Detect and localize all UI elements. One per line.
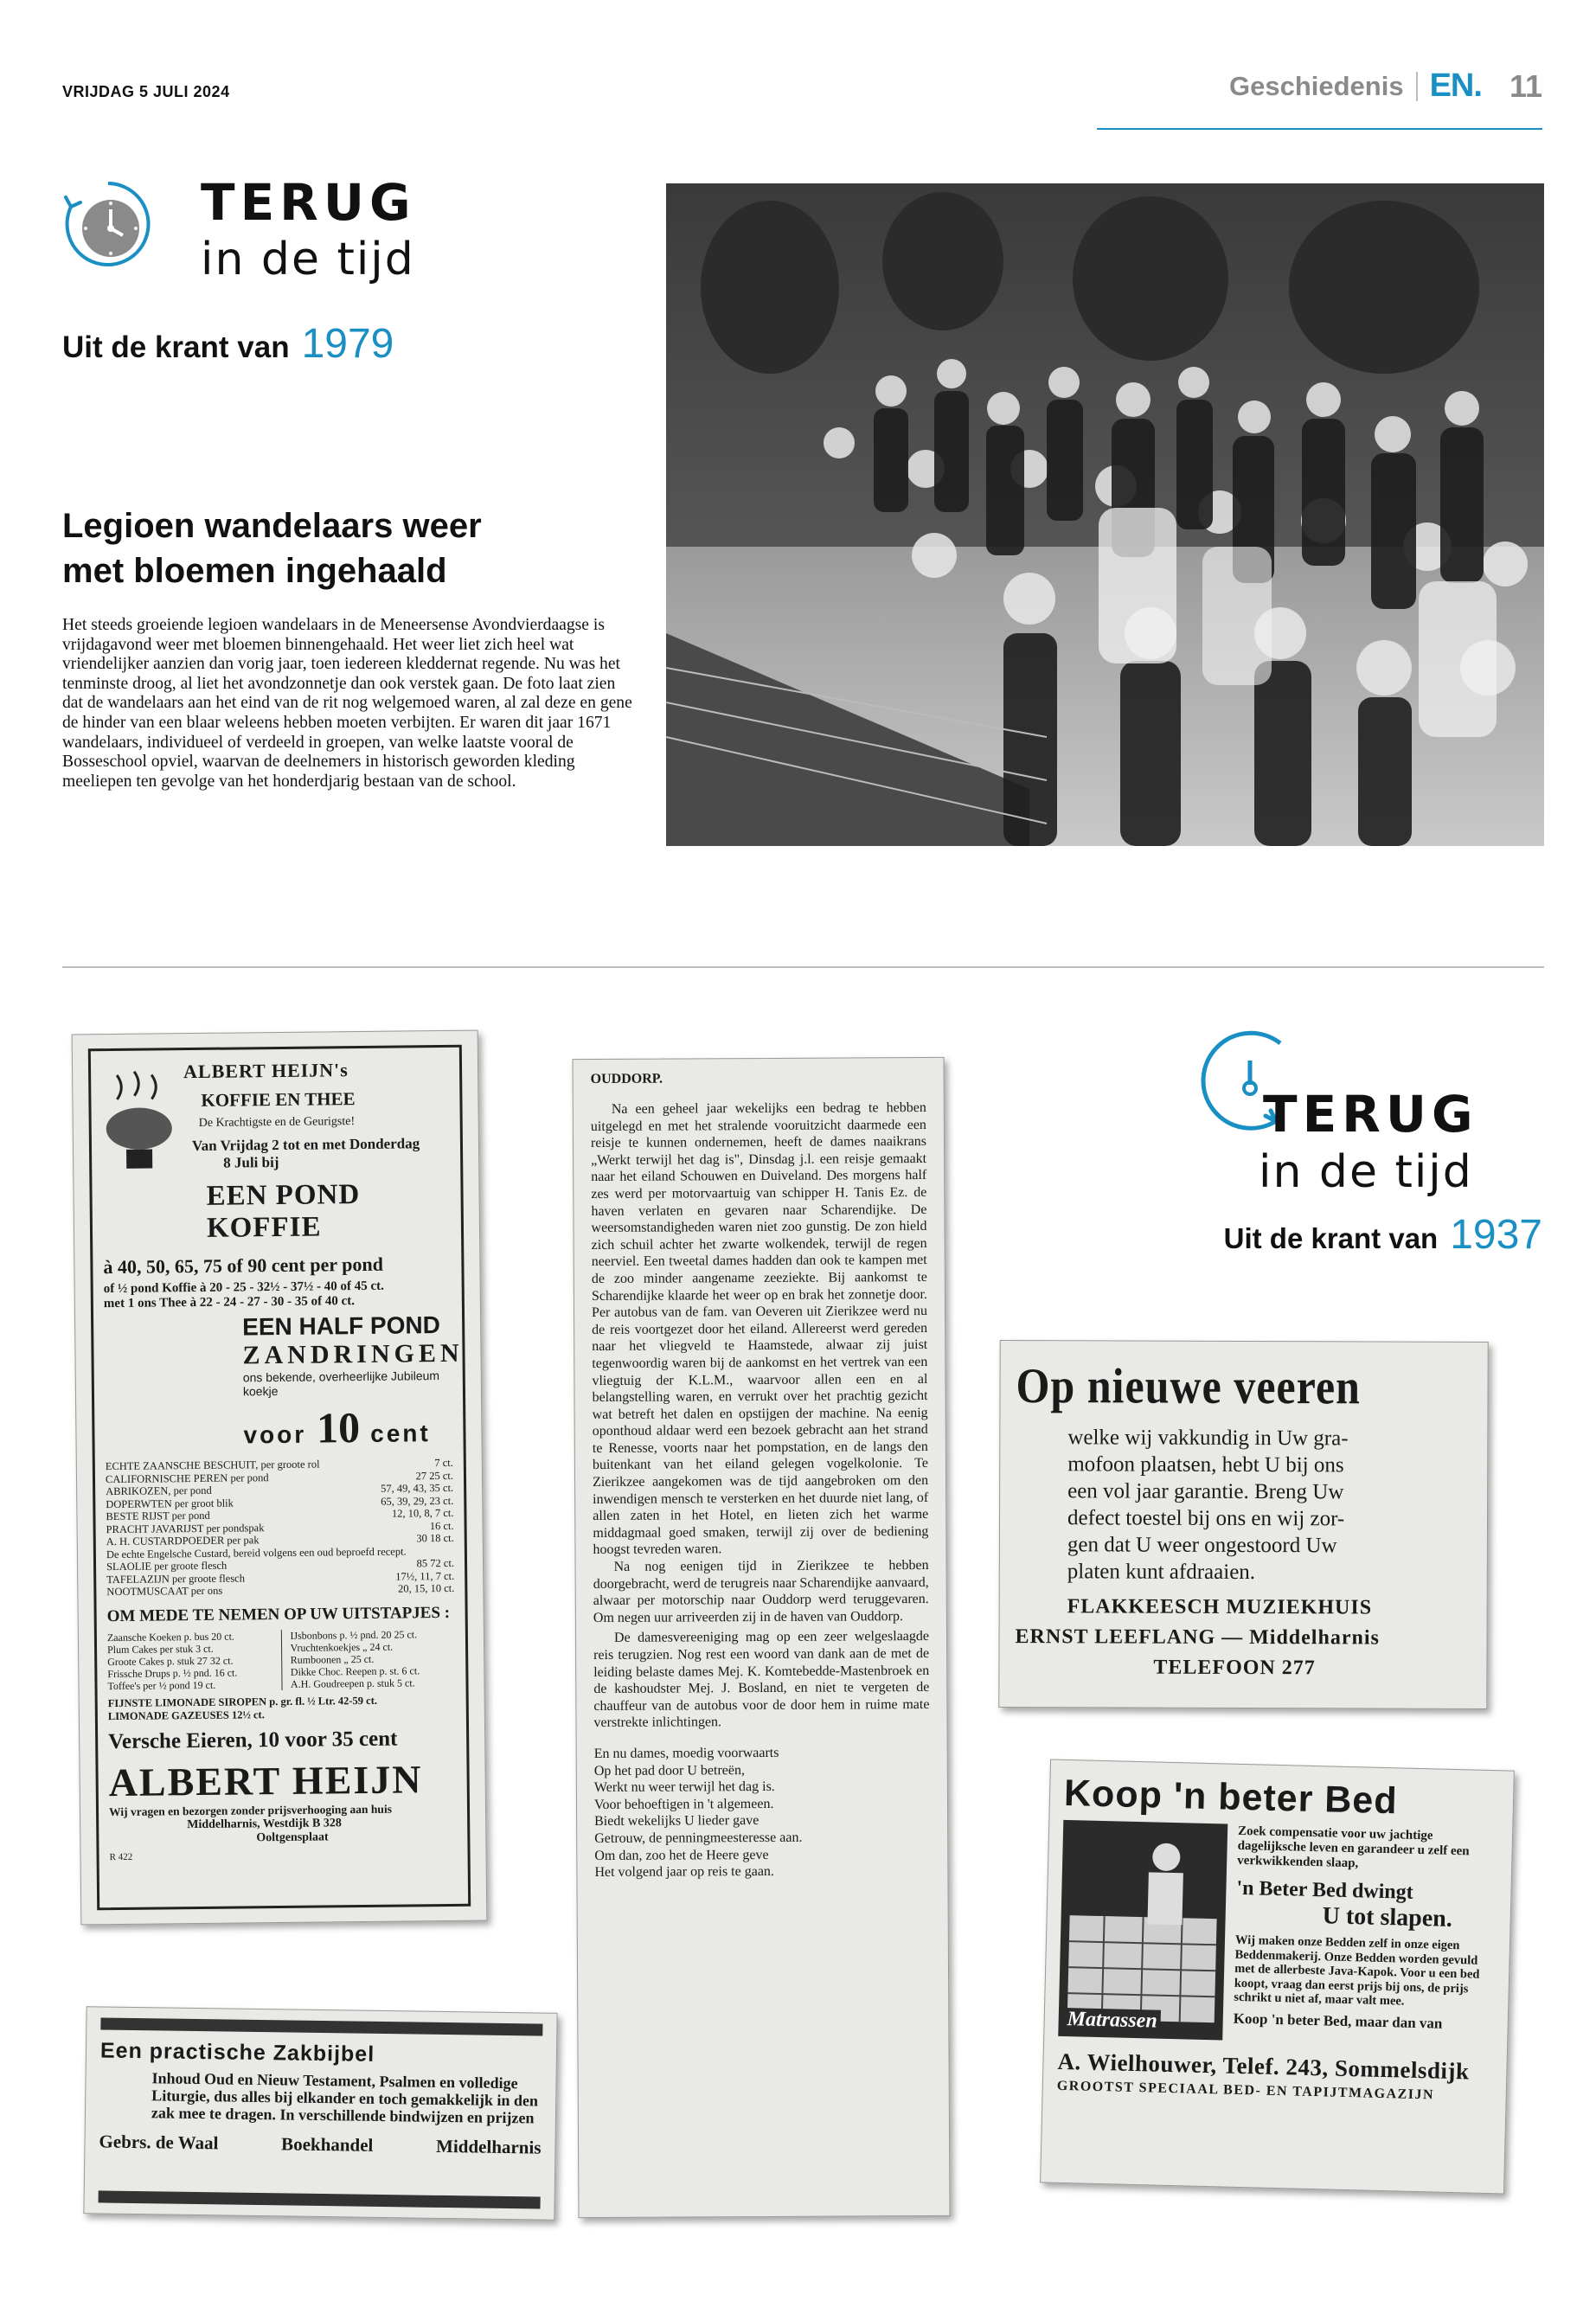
muziekhuis-title: Op nieuwe veeren xyxy=(1016,1357,1362,1415)
logo-title-1979: TERUG xyxy=(201,173,416,232)
article-headline xyxy=(62,503,599,593)
bed-slogan-2: U tot slapen. xyxy=(1322,1902,1453,1932)
muziekhuis-phone: TELEFOON 277 xyxy=(1153,1656,1316,1680)
bed-title: Koop 'n beter Bed xyxy=(1063,1772,1399,1823)
ah-price-value: 65, 39, 29, 23 ct. xyxy=(381,1494,454,1508)
ouddorp-paragraph-1: Na een geheel jaar wekelijks een bedrag te hebben uitgelegd en met het stralende vooruitzicht daarmede een reisje te kunnen ondernemen, heeft de dames naaikrans „Werkt terwijl het dag is", Dinsdag j.l. een reisje gemaakt naar het eiland Schouwen en Duiveland. Des morgens half zes werd per motorvaartuig van schipper H. Tanis Ez. de haven verlaten en gevaren naar Scharendijke. De weersomstandigheden waren niet zoo gunstig. De zon hield zich schuil achter het zwarte wolkendek, terwijl de regen neerviel. Een tweetal dames hadden dan ook te kampen met de zoo minder aangename zeeziekte. Bij aankomst te Scharendijke klaarde het weer op en brak het zonnetje door. Per autobus van de fam. van Oeveren uit Zierikzee werd nu de reis voortgezet door het eiland. Allereerst werd gereden naar het vliegveld te Haamstede, alwaar zij juist tegenwoordig waren bij de aankomst en het vertrek van een vliegtuig der K.L.M., waarvoor allen een en al belangstelling waren, en verrukt over het prachtig gezicht wat betreft het dalen en opstijgen der machine. Na eenig oponthoud aldaar werd een bezoek gebracht aan het strand te Renesse, voorts naar het pompstation, en de langs den buitenkant van het eiland gelegen vogelkolonie. Te Zierikzee aangekomen was de tijd aangebroken om den inwendigen mensch te versterken en het duurde niet lang, of allen zaten in het Hotel, en lieten zich het warme middagmaal goed smaken, terwijl zij over de bediening hoogst tevreden waren. xyxy=(590,1099,929,1558)
ouddorp-poem xyxy=(594,1744,931,1881)
bed-image xyxy=(1058,1820,1227,2041)
bed-foot: GROOTST SPECIAAL BED- EN TAPIJTMAGAZIJN xyxy=(1056,2078,1435,2103)
ah-trip-item: Frissche Drups p. ½ pnd. 16 ct. xyxy=(107,1666,238,1680)
ah-price-value: 17½, 11, 7 ct. xyxy=(395,1569,455,1583)
clock-icon xyxy=(61,176,156,272)
ah-voor: voor xyxy=(243,1420,307,1449)
ah-tea: met 1 ons Thee à 22 - 24 - 27 - 30 - 35 of 40 ct. xyxy=(103,1294,356,1311)
ah-period-2: 8 Juli bij xyxy=(223,1153,279,1171)
page-number: 11 xyxy=(1509,67,1542,104)
ah-ten: 10 xyxy=(316,1403,361,1452)
poem-line: En nu dames, moedig voorwaarts xyxy=(593,1745,779,1761)
ah-trip-item: Vruchtenkoekjes „ 24 ct. xyxy=(290,1640,394,1654)
ah-offer-zandringen: ZANDRINGEN xyxy=(242,1338,464,1370)
ah-trips-divider xyxy=(280,1629,282,1689)
ah-price-item: ECHTE ZAANSCHE BESCHUIT, per groote rol xyxy=(105,1458,320,1473)
ah-foot-1: Wij vragen en bezorgen zonder prijsverhooging aan huis xyxy=(108,1802,392,1818)
ah-limonade-2: LIMONADE GAZEUSES 12½ ct. xyxy=(107,1708,265,1722)
ah-trips-right xyxy=(290,1627,455,1689)
ouddorp-paragraph-2: Na nog eenigen tijd in Zierikzee te hebben doorgebracht, werd de terugreis naar Scharendijke aanvaard, alwaar per motorschip naar Ouddorp werd teruggevaren. Om negen uur arriveerden zij in de haven van Ouddorp. xyxy=(593,1558,929,1625)
ah-code: R 422 xyxy=(109,1851,133,1862)
poem-line: Het volgend jaar op reis te gaan. xyxy=(594,1864,774,1881)
muziekhuis-text xyxy=(1067,1424,1472,1586)
poem-line: Op het pad door U betreën, xyxy=(593,1762,746,1779)
bed-cta: Koop 'n beter Bed, maar dan van xyxy=(1233,2009,1443,2032)
ah-trip-item: Zaansche Koeken p. bus 20 ct. xyxy=(106,1630,234,1644)
section-divider xyxy=(62,966,1544,968)
zakbijbel-text: Inhoud Oud en Nieuw Testament, Psalmen en volledige Liturgie, dus alles bij elkander en toch gemakkelijk in den zak mee te dragen. In verschillende bindwijzen en prijzen xyxy=(151,2069,539,2127)
poem-line: Om dan, zoo het de Heere geve xyxy=(594,1847,769,1863)
ah-price-item: CALIFORNISCHE PEREN per pond xyxy=(105,1471,269,1485)
bed-intro: Zoek compensatie voor uw jachtige dagelijksche leven en garandeer u zelf een verkwikkenden slaap, xyxy=(1237,1823,1470,1871)
krant-label-1979 xyxy=(62,320,394,368)
muziekhuis-line: platen kunt afdraaien. xyxy=(1067,1560,1256,1585)
ah-price-value: 20, 15, 10 ct. xyxy=(397,1581,455,1595)
ouddorp-article xyxy=(572,1057,950,2218)
ah-eggs: Versche Eieren, 10 voor 35 cent xyxy=(108,1727,398,1753)
ah-price-row xyxy=(106,1582,454,1599)
poem-line: Voor behoeftigen in 't algemeen. xyxy=(593,1796,774,1812)
ah-trips-heading: OM MEDE TE NEMEN OP UW UITSTAPJES : xyxy=(106,1603,451,1625)
ah-voor-10-cent xyxy=(243,1401,453,1454)
krant-label-text-1937: Uit de krant van xyxy=(1223,1222,1439,1254)
poem-line: Getrouw, de penningmeesteresse aan. xyxy=(594,1830,803,1846)
zakbijbel-frame xyxy=(99,2017,543,2208)
ah-foot-2: Middelharnis, Westdijk B 328 xyxy=(187,1816,342,1831)
ah-trip-item: Plum Cakes per stuk 3 ct. xyxy=(106,1642,214,1656)
bed-slogan-1: 'n Beter Bed dwingt xyxy=(1236,1876,1413,1904)
krant-label-1937 xyxy=(1224,1211,1542,1259)
header-rule xyxy=(1097,128,1542,130)
muziekhuis-ad xyxy=(998,1340,1488,1709)
beter-bed-ad xyxy=(1040,1759,1515,2195)
muziekhuis-line: mofoon plaatsen, hebt U bij ons xyxy=(1067,1452,1344,1477)
page-header-right xyxy=(1229,67,1542,105)
ah-trip-item: Groote Cakes p. stuk 27 32 ct. xyxy=(107,1654,234,1668)
ah-ad-frame xyxy=(88,1045,471,1910)
muziekhuis-line: gen dat U weer ongestoord Uw xyxy=(1067,1533,1337,1558)
ah-price-item: TAFELAZIJN per groote flesch xyxy=(106,1571,246,1586)
ah-price-item: A. H. CUSTARDPOEDER per pak xyxy=(106,1534,260,1548)
ah-tag: De Krachtigste en de Geurigste! xyxy=(198,1115,356,1130)
zakbijbel-title: Een practische Zakbijbel xyxy=(99,2038,375,2067)
ah-price-value: 12, 10, 8, 7 ct. xyxy=(391,1506,454,1520)
ah-brand: ALBERT HEIJN's xyxy=(183,1059,349,1083)
ah-trips-columns xyxy=(107,1627,456,1691)
ah-trip-item: IJsbonbons p. ½ pnd. 20 25 ct. xyxy=(290,1627,418,1642)
article-body: Het steeds groeiende legioen wandelaars in de Meneersense Avondvierdaagse is vrijdagavond weer met bloemen binnengehaald. Het weer liet zich heel wat vriendelijker aanzien dan vorig jaar, toen iedereen kleddernat regende. Nu was het tenminste droog, al liet het avondzonnetje dan ook verstek gaan. De foto laat zien dat de wandelaars aan het eind van de rit nog welgemoed waren, al zal deze en gene de hinder van een blaar weleens hebben moeten verbijten. Er waren dit jaar 1671 wandelaars, individueel of verdeeld in groepen, van welke laatste vooral de Bosseschool opviel, waarvan de deelnemers in historisch geworden kleding meeliepen ten gevolge van het honderdjarig bestaan van de school. xyxy=(62,616,632,791)
year-1979: 1979 xyxy=(301,321,394,367)
header-divider xyxy=(1416,72,1418,101)
ah-offer-desc: ons bekende, overheerlijke Jubileum koekje xyxy=(242,1368,440,1399)
muziekhuis-shop: FLAKKEESCH MUZIEKHUIS xyxy=(1067,1595,1373,1619)
logo-subtitle-1979: in de tijd xyxy=(201,234,415,285)
ah-limonade-1: FIJNSTE LIMONADE SIROPEN p. gr. fl. ½ Ltr. 42-59 ct. xyxy=(107,1694,378,1709)
zakbijbel-footer xyxy=(99,2131,541,2158)
ah-price-item: ABRIKOZEN, per pond xyxy=(106,1484,212,1498)
ah-sub: KOFFIE EN THEE xyxy=(201,1088,356,1111)
section-label: Geschiedenis xyxy=(1228,70,1404,101)
ah-trip-item: Rumboonen „ 25 ct. xyxy=(290,1652,375,1666)
ah-foot-3: Ooltgensplaat xyxy=(256,1830,329,1844)
zakbijbel-foot-3: Middelharnis xyxy=(435,2135,542,2158)
ouddorp-paragraph-3: De damesvereeniging mag op een zeer welgeslaagde reis terugzien. Nog rest een woord van dank aan de met de leiding belaste dames Mej. K. Komtebedde-Mastenbroek en de kashoudster Mej. J. Bosland, en niet te vergeten de chauffeur van de autobus voor de door hem in ruime mate verstrekte inlichtingen. xyxy=(593,1629,930,1731)
ah-trip-item: Toffee's per ½ pond 19 ct. xyxy=(107,1678,216,1692)
bed-body xyxy=(1058,1820,1498,2047)
ah-price-item: PRACHT JAVARIJST per pondspak xyxy=(106,1521,265,1535)
zakbijbel-foot-2: Boekhandel xyxy=(280,2133,374,2156)
zakbijbel-ad xyxy=(83,2006,557,2221)
poem-line: Werkt nu weer terwijl het dag is. xyxy=(593,1779,775,1796)
ah-coffee-half: of ½ pond Koffie à 20 - 25 - 32½ - 37½ - 40 of 45 ct. xyxy=(103,1279,384,1297)
bed-text: Wij maken onze Bedden zelf in onze eigen Beddenmakerij. Onze Bedden worden gevuld met de allerbeste Java-Kapok. Voor u een bed koopt, vraag dan eerst prijs bij ons, de prijs schrikt u niet af, maar valt mee. xyxy=(1234,1932,1480,2009)
headline-line-2: met bloemen ingehaald xyxy=(62,552,447,590)
headline-line-1: Legioen wandelaars weer xyxy=(62,507,482,545)
ah-price-value: 57, 49, 43, 35 ct. xyxy=(381,1481,454,1495)
ouddorp-title: OUDDORP. xyxy=(590,1071,663,1087)
ah-coffee-prices: à 40, 50, 65, 75 of 90 cent per pond xyxy=(103,1253,384,1279)
ah-price-list xyxy=(106,1457,455,1599)
albert-heijn-ad xyxy=(72,1030,488,1926)
ah-price-item: SLAOLIE per groote flesch xyxy=(106,1559,228,1574)
ah-price-value: 30 18 ct. xyxy=(416,1531,454,1545)
publication-date: VRIJDAG 5 JULI 2024 xyxy=(62,83,230,100)
ah-offer-half-pound: EEN HALF POND xyxy=(242,1311,441,1341)
ah-price-item: NOOTMUSCAAT per ons xyxy=(106,1584,223,1599)
ah-price-item: BESTE RIJST per pond xyxy=(106,1509,210,1523)
muziekhuis-line: een vol jaar garantie. Breng Uw xyxy=(1067,1479,1344,1504)
ah-price-value: 7 ct. xyxy=(434,1456,453,1470)
walkers-photo xyxy=(666,183,1544,846)
bed-image-label: Matrassen xyxy=(1063,2008,1161,2034)
zakbijbel-foot-1: Gebrs. de Waal xyxy=(99,2131,219,2154)
ah-price-value: 16 ct. xyxy=(429,1519,454,1532)
coffee-pot-icon xyxy=(99,1067,178,1172)
ah-offer-coffee: EEN POND KOFFIE xyxy=(206,1179,361,1244)
year-1937: 1937 xyxy=(1450,1212,1542,1258)
bed-text-column xyxy=(1233,1824,1498,2047)
ah-cent: cent xyxy=(370,1420,431,1447)
ah-price-item: De echte Engelsche Custard, bereid volgens een oud beproefd recept. xyxy=(106,1544,407,1561)
logo-title-1937: TERUG xyxy=(1263,1085,1478,1144)
ah-period-1: Van Vrijdag 2 tot en met Donderdag xyxy=(191,1135,420,1155)
ah-price-value: 85 72 ct. xyxy=(416,1556,455,1570)
krant-label-text: Uit de krant van xyxy=(62,330,290,364)
poem-line: Biedt wekelijks U lieder gave xyxy=(594,1813,760,1830)
ah-big-name: ALBERT HEIJN xyxy=(108,1756,423,1804)
logo-subtitle-1937: in de tijd xyxy=(1259,1146,1473,1198)
ah-trip-item: A.H. Goudreepen p. stuk 5 ct. xyxy=(290,1676,415,1690)
muziekhuis-line: defect toestel bij ons en wij zor- xyxy=(1067,1506,1345,1531)
muziekhuis-owner: ERNST LEEFLANG — Middelharnis xyxy=(1015,1625,1380,1650)
ah-price-item: DOPERWTEN per groot blik xyxy=(106,1497,234,1510)
brand-logo: EN. xyxy=(1429,67,1482,104)
ah-trip-item: Dikke Choc. Reepen p. st. 6 ct. xyxy=(290,1663,420,1678)
bed-shop: A. Wielhouwer, Telef. 243, Sommelsdijk xyxy=(1057,2048,1470,2085)
ah-trips-left xyxy=(107,1630,272,1692)
ah-price-value: 27 25 ct. xyxy=(415,1469,454,1482)
muziekhuis-line: welke wij vakkundig in Uw gra- xyxy=(1067,1426,1349,1451)
